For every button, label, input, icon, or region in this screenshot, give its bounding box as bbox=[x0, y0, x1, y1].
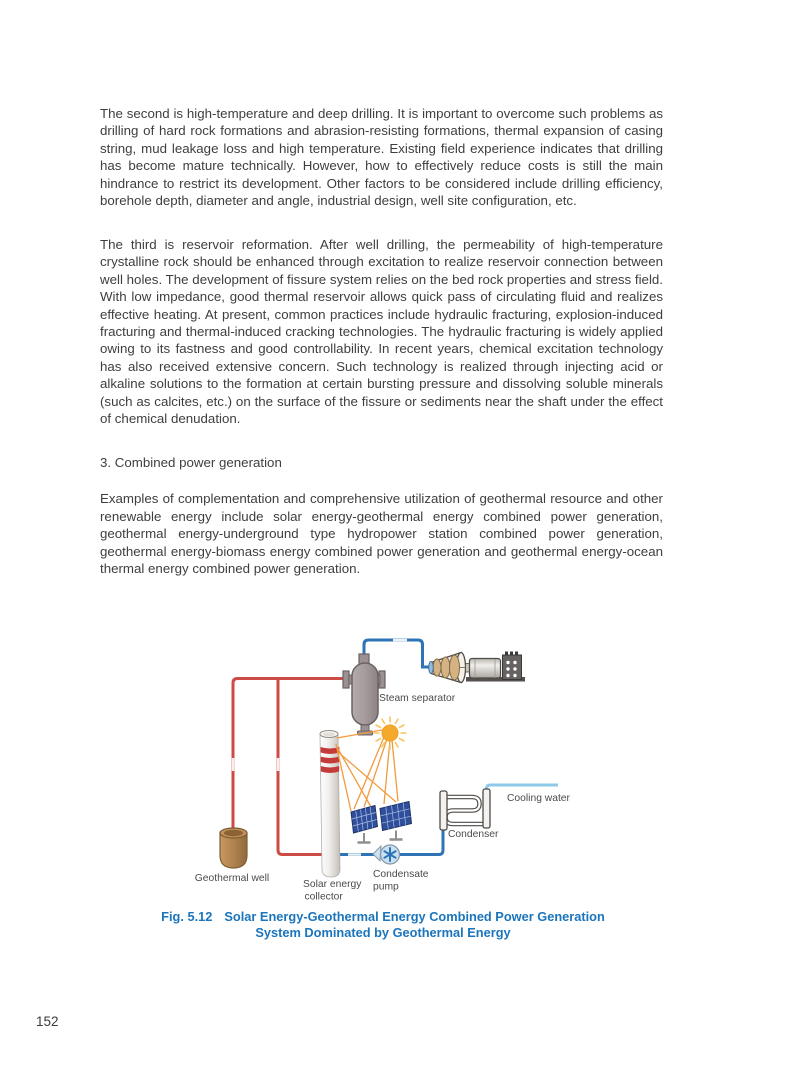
label-steam-separator: Steam separator bbox=[379, 693, 456, 704]
section-heading: 3. Combined power generation bbox=[100, 454, 282, 470]
panel-stand bbox=[358, 831, 403, 843]
exciter-box bbox=[503, 652, 522, 680]
paragraph-reservoir-reformation: The third is reservoir reformation. After well drilling, the permeability of high-temperature crystalline rock should be enhanced through excitation to realize reservoir connection between well holes. The development of fissure system relies on the bed rock properties and stress field. With low impedance, good thermal reservoir allows quick pass of circulating fluid and realizes effective heating. At present, common practices include hydraulic fracturing, explosion-induced fracturing and thermal-induced cracking technologies. The hydraulic fracturing is widely applied owing to its fastness and good controllability. In recent years, chemical excitation technology has also received extensive concern. Such technology is realized through injecting acid or alkaline solutions to the formation at certain bursting pressure and dissolving soluble minerals (such as calcites, etc.) on the surface of the fissure or sediments near the shaft under the effect of chemical denudation. bbox=[100, 236, 663, 427]
label-solar-collector-line1: Solar energy bbox=[303, 879, 362, 890]
figure-diagram bbox=[185, 625, 600, 910]
figure-number: Fig. 5.12 bbox=[161, 909, 213, 924]
sun-icon bbox=[374, 717, 406, 749]
figure-title: Solar Energy-Geothermal Energy Combined Power Generation System Dominated by Geothermal Energy bbox=[224, 909, 605, 940]
turbine-generator bbox=[429, 652, 525, 683]
paragraph-combined-generation: Examples of complementation and comprehensive utilization of geothermal resource and other renewable energy include solar energy-geothermal energy combined power generation, geothermal energy-underground type hydropower station combined power generation, geothermal energy-biomass energy combined power generation and geothermal energy-ocean thermal energy combined power generation. bbox=[100, 491, 663, 576]
condensate-pump bbox=[373, 845, 400, 864]
label-geothermal-well: Geothermal well bbox=[194, 873, 270, 884]
paragraph-drilling: The second is high-temperature and deep drilling. It is important to overcome such problems as drilling of hard rock formations and abrasion-resisting formations, thermal expansion of casing string, mud leakage loss and high temperature. Existing field experience indicates that drilling has become mature technically. However, how to effectively reduce costs is still the main hindrance to restrict its development. Other factors to be considered include drilling efficiency, borehole depth, diameter and angle, industrial design, well site configuration, etc. bbox=[100, 106, 663, 209]
solar-panels bbox=[351, 802, 412, 843]
body-text-column bbox=[100, 105, 663, 603]
label-solar-collector-line2: collector bbox=[304, 891, 343, 903]
geothermal-well bbox=[220, 828, 247, 868]
page-number: 152 bbox=[36, 1014, 59, 1029]
label-condensate-pump-line2: pump bbox=[373, 881, 399, 893]
cooling-water-pipe bbox=[487, 785, 559, 792]
solar-collector-tower bbox=[320, 731, 340, 878]
turbine-inlet bbox=[429, 662, 434, 674]
turbine-disc bbox=[433, 659, 441, 676]
label-condenser: Condenser bbox=[448, 829, 499, 840]
turbine-disc bbox=[441, 657, 450, 678]
label-cooling-water: Cooling water bbox=[507, 793, 570, 804]
figure-caption bbox=[100, 909, 666, 940]
condenser bbox=[440, 789, 490, 830]
solar-ray-lines bbox=[336, 730, 398, 811]
turbine-disc bbox=[450, 655, 460, 680]
label-condensate-pump-line1: Condensate bbox=[373, 869, 429, 880]
